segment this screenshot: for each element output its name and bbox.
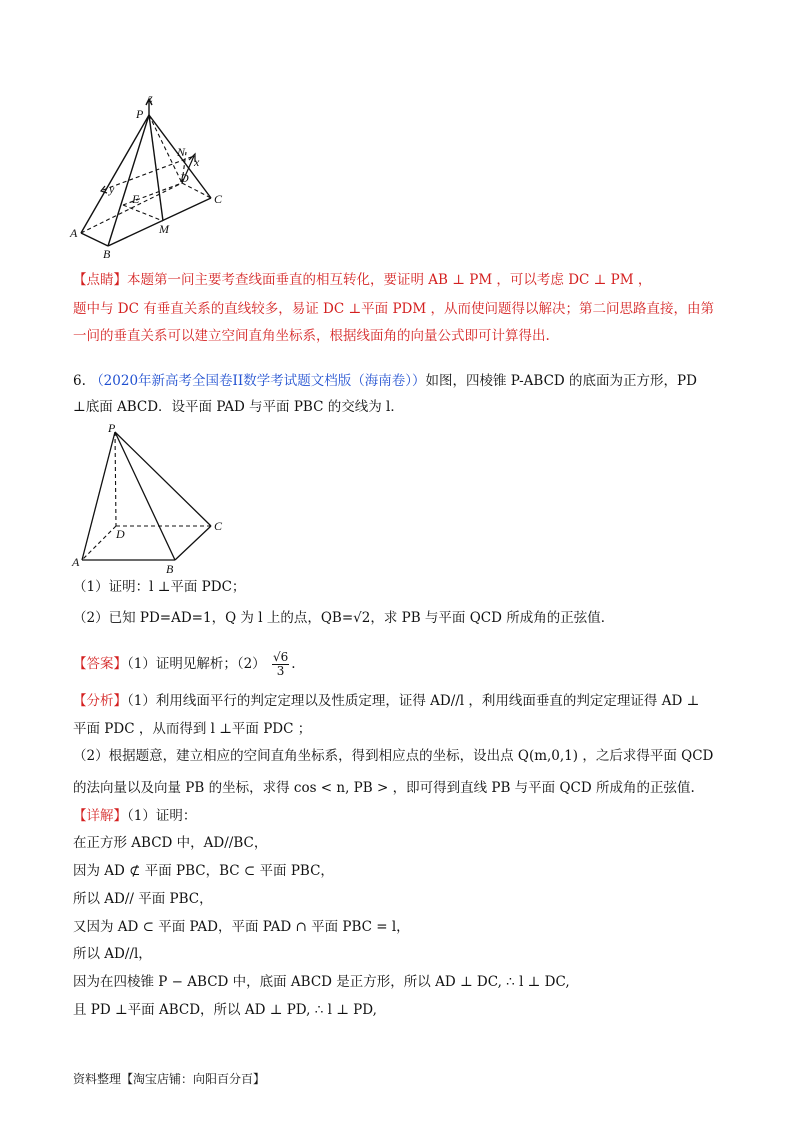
detail-line: 又因为 AD ⊂ 平面 PAD，平面 PAD ∩ 平面 PBC = l， [73, 919, 410, 935]
analysis-line-1: 【分析】（1）利用线面平行的判定定理以及性质定理，证得 AD//l ，利用线面垂直的判定定理证得 AD ⊥ [73, 693, 700, 709]
analysis-tag: 【分析】 [73, 693, 127, 709]
label-B: B [166, 562, 174, 576]
analysis-line-3: （2）根据题意，建立相应的空间直角坐标系，得到相应点的坐标，设出点 Q(m,0,1) ，之后求得平面 QCD [73, 748, 714, 764]
label-E: E [132, 192, 140, 206]
detail-line: 所以 AD//l， [73, 946, 152, 962]
analysis-line-2: 平面 PDC ，从而得到 l ⊥平面 PDC ； [73, 721, 312, 737]
comment-line-3: 一问的垂直关系可以建立空间直角坐标系，根据线面角的向量公式即可计算得出. [73, 328, 550, 344]
label-B: B [103, 247, 111, 260]
label-x: x [194, 155, 200, 169]
sqrt-2: √2 [353, 610, 371, 626]
figure-pyramid-pabcd [68, 420, 238, 580]
label-M: M [159, 222, 169, 236]
label-C: C [214, 519, 223, 533]
detail-line: 在正方形 ABCD 中，AD//BC， [73, 835, 268, 851]
answer-line: 【答案】（1）证明见解析；（2） $\frac{√6}{3}$ . [73, 650, 296, 678]
label-N: N [177, 145, 186, 159]
label-A: A [72, 555, 80, 569]
label-y: y [109, 182, 115, 196]
detail-head: 【详解】（1）证明： [73, 808, 197, 824]
label-z: z [148, 91, 153, 105]
detail-line: 且 PD ⊥平面 ABCD，所以 AD ⊥ PD, ∴ l ⊥ PD, [73, 1002, 377, 1018]
question-1: （1）证明：l ⊥平面 PDC； [73, 579, 246, 595]
problem-number: 6. [73, 373, 86, 389]
label-D: D [116, 527, 125, 541]
detail-line: 因为 AD ⊄ 平面 PBC，BC ⊂ 平面 PBC， [73, 863, 334, 879]
detail-tag: 【详解】 [73, 808, 127, 824]
problem6-stem-line-1: 6. （2020年新高考全国卷II数学考试题文档版（海南卷））如图，四棱锥 P-ABCD 的底面为正方形，PD [73, 373, 697, 389]
comment-tag: 【点睛】 [73, 272, 127, 288]
answer-fraction: $\frac{√6}{3}$ [272, 650, 289, 678]
label-D: D [180, 171, 189, 185]
comment-line-2: 题中与 DC 有垂直关系的直线较多，易证 DC ⊥平面 PDM ，从而使问题得以解决；第二问思路直接，由第 [73, 301, 714, 317]
analysis-line-4: 的法向量以及向量 PB 的坐标，求得 cos < n, PB > ，即可得到直线 PB 与平面 QCD 所成角的正弦值. [73, 780, 695, 796]
problem-source: （2020年新高考全国卷II数学考试题文档版（海南卷）） [90, 373, 426, 389]
label-A: A [70, 226, 78, 240]
footer-text: 资料整理【淘宝店铺：向阳百分百】 [73, 1072, 266, 1086]
label-P: P [136, 107, 144, 121]
comment-line-1: 【点睛】本题第一问主要考查线面垂直的相互转化，要证明 AB ⊥ PM ，可以考虑 DC ⊥ PM ， [73, 272, 652, 288]
answer-tag: 【答案】 [73, 656, 127, 672]
label-C: C [214, 192, 223, 206]
problem6-stem-line-2: ⊥底面 ABCD．设平面 PAD 与平面 PBC 的交线为 l． [73, 399, 404, 415]
label-P: P [108, 421, 116, 435]
question-2: （2）已知 PD=AD=1，Q 为 l 上的点，QB=√2，求 PB 与平面 QCD 所成角的正弦值． [73, 610, 615, 626]
figure-pyramid-coordinates [68, 90, 238, 260]
detail-line: 因为在四棱锥 P − ABCD 中，底面 ABCD 是正方形，所以 AD ⊥ DC, ∴ l ⊥ DC, [73, 974, 570, 990]
detail-line: 所以 AD// 平面 PBC， [73, 891, 213, 907]
